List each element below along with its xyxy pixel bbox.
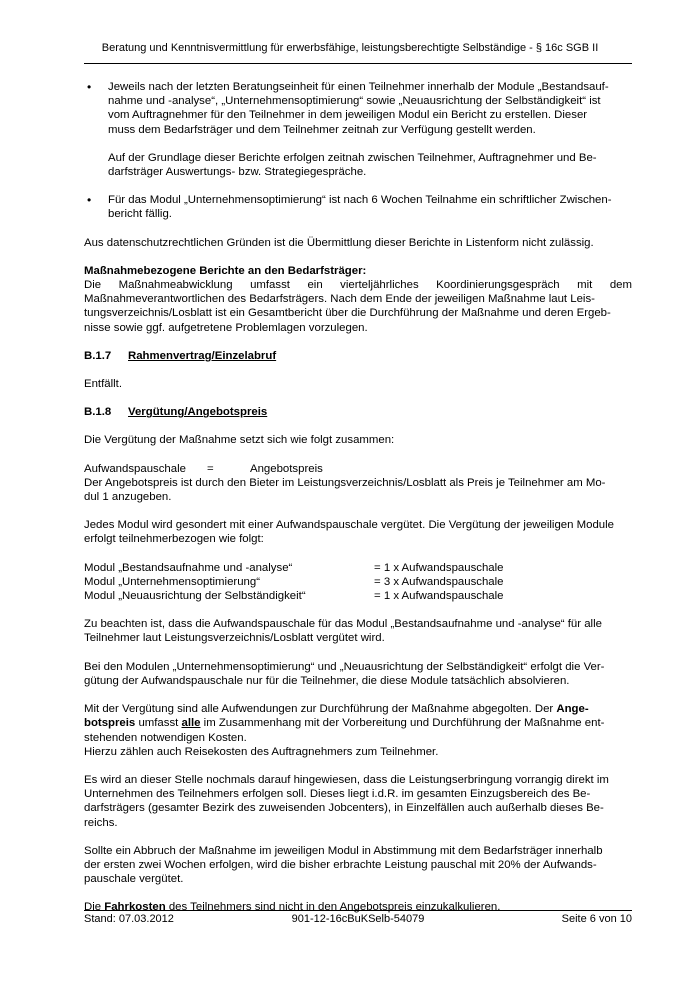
definition-value: Angebotspreis bbox=[250, 462, 323, 475]
text-line: tungsverzeichnis/Losblatt ist ein Gesamtbericht über die Durchführung der Maßnahme und deren Ergeb- bbox=[84, 307, 611, 320]
text-line: darfsträger Auswertungs- bzw. Strategiegespräche. bbox=[108, 166, 367, 179]
section-number: B.1.7 bbox=[84, 349, 112, 362]
text-line: erfolgt teilnehmerbezogen wie folgt: bbox=[84, 533, 264, 546]
beachten-paragraph bbox=[84, 617, 632, 645]
text-line: nahme und -analyse“, „Unternehmensoptimierung“ sowie „Neuausrichtung der Selbständigkeit“ ist bbox=[108, 95, 601, 108]
page-body bbox=[84, 80, 632, 915]
bullet-text bbox=[108, 80, 632, 137]
text-line: Der Angebotspreis ist durch den Bieter im Leistungsverzeichnis/Losblatt als Preis je Teilnehmer am Mo- bbox=[84, 476, 606, 489]
text-run-bold: Fahrkosten bbox=[104, 901, 166, 914]
text-line: Die Maßnahmeabwicklung umfasst ein vierteljährliches Koordinierungsgespräch mit dem bbox=[84, 279, 632, 292]
bullet-zwischenbericht bbox=[84, 193, 632, 221]
abgegolten-paragraph bbox=[84, 702, 632, 759]
abbruch-paragraph bbox=[84, 844, 632, 887]
text-run-bold: botspreis bbox=[84, 717, 136, 730]
module-value: = 1 x Aufwandspauschale bbox=[374, 561, 504, 574]
text-line: Unternehmen des Teilnehmers erfolgen soll. Dieses liegt i.d.R. im gesamten Einzugsbereich des Be- bbox=[84, 788, 591, 801]
text-line: Maßnahmeverantwortlichen des Bedarfsträgers. Nach dem Ende der jeweiligen Maßnahme laut Leis- bbox=[84, 293, 595, 306]
header-title: Beratung und Kenntnisvermittlung für erwerbsfähige, leistungsberechtigte Selbständige - § 16c SGB II bbox=[101, 42, 599, 54]
text-line: reichs. bbox=[84, 816, 118, 829]
module-value: = 1 x Aufwandspauschale bbox=[374, 590, 504, 603]
text-run-emphasis: alle bbox=[181, 717, 201, 730]
section-number: B.1.8 bbox=[84, 406, 112, 419]
definition-equals: = bbox=[207, 462, 214, 475]
text-line: Auf der Grundlage dieser Berichte erfolgen zeitnah zwischen Teilnehmer, Auftragnehmer und Be- bbox=[108, 151, 597, 164]
aufwandspauschale-definition bbox=[84, 462, 632, 505]
header-divider bbox=[84, 63, 632, 64]
text-line: muss dem Bedarfsträger und dem Teilnehmer zeitnah zur Verfügung gestellt werden. bbox=[108, 123, 536, 136]
text-line: nisse sowie ggf. aufgetretene Problemlagen vorzulegen. bbox=[84, 321, 368, 334]
module-row bbox=[84, 589, 632, 603]
module-list bbox=[84, 561, 632, 604]
page-header bbox=[0, 41, 700, 55]
datenschutz-paragraph: Aus datenschutzrechtlichen Gründen ist die Übermittlung dieser Berichte in Listenform nicht zulässig. bbox=[84, 236, 594, 249]
text-line: vom Auftragnehmer für den Teilnehmer in dem jeweiligen Modul ein Bericht zu erstellen. Dieser bbox=[108, 109, 588, 122]
text-line: dul 1 anzugeben. bbox=[84, 491, 172, 504]
text-run: Die bbox=[84, 901, 105, 914]
module-name: Modul „Bestandsaufnahme und -analyse“ bbox=[84, 561, 293, 574]
text-line: Bei den Modulen „Unternehmensoptimierung“ und „Neuausrichtung der Selbständigkeit“ erfolgt die Ver- bbox=[84, 660, 605, 673]
module-row bbox=[84, 561, 632, 575]
massnahme-paragraph bbox=[84, 278, 632, 335]
text-line: gütung der Aufwandspauschale nur für die Teilnehmer, die diese Module tatsächlich absolvieren. bbox=[84, 674, 570, 687]
text-line: Es wird an dieser Stelle nochmals darauf hingewiesen, dass die Leistungserbringung vorrangig direkt im bbox=[84, 773, 609, 786]
hinweis-paragraph bbox=[84, 773, 632, 830]
text-line: Jedes Modul wird gesondert mit einer Aufwandspauschale vergütet. Die Vergütung der jeweiligen Module bbox=[84, 519, 614, 532]
text-run: umfasst bbox=[135, 717, 182, 730]
text-line: Jeweils nach der letzten Beratungseinheit für einen Teilnehmer innerhalb der Module „Bestandsauf- bbox=[108, 81, 609, 93]
bullet-dot-icon: • bbox=[87, 193, 92, 208]
footer-divider bbox=[84, 910, 632, 911]
text-line: bericht fällig. bbox=[108, 208, 172, 221]
footer-page-number: Seite 6 von 10 bbox=[561, 913, 632, 925]
module-name: Modul „Neuausrichtung der Selbständigkeit“ bbox=[84, 590, 306, 603]
section-heading-b17 bbox=[84, 349, 632, 363]
text-run: im Zusammenhang mit der Vorbereitung und Durchführung der Maßnahme ent- bbox=[200, 717, 605, 730]
text-line: Hierzu zählen auch Reisekosten des Auftragnehmers zum Teilnehmer. bbox=[84, 745, 439, 758]
text-line: Sollte ein Abbruch der Maßnahme im jeweiligen Modul in Abstimmung mit dem Bedarfsträger innerhalb bbox=[84, 844, 603, 857]
bullet-continuation bbox=[84, 151, 632, 179]
text-run: des Teilnehmers sind nicht in den Angebotspreis einzukalkulieren. bbox=[165, 901, 501, 914]
definition-row bbox=[84, 462, 632, 476]
text-line: darfsträgers (gesamter Bezirk des zuweisenden Jobcenters), in Einzelfällen auch außerhalb dieses Be- bbox=[84, 802, 604, 815]
text-line: Teilnehmer laut Leistungsverzeichnis/Losblatt vergütet wird. bbox=[84, 632, 385, 645]
definition-label: Aufwandspauschale bbox=[84, 462, 186, 475]
section-title: Rahmenvertrag/Einzelabruf bbox=[128, 349, 277, 362]
bullet-berichte bbox=[84, 80, 632, 137]
verguetung-intro: Die Vergütung der Maßnahme setzt sich wie folgt zusammen: bbox=[84, 434, 395, 447]
text-line: Zu beachten ist, dass die Aufwandspauschale für das Modul „Bestandsaufnahme und -analyse“ für alle bbox=[84, 618, 602, 631]
text-run: Mit der Vergütung sind alle Aufwendungen zur Durchführung der Maßnahme abgegolten. Der bbox=[84, 703, 557, 716]
footer-date: Stand: 07.03.2012 bbox=[84, 913, 174, 925]
text-line: pauschale vergütet. bbox=[84, 873, 184, 886]
bullet-dot-icon: • bbox=[87, 80, 92, 94]
bullet-text bbox=[108, 193, 632, 221]
module-name: Modul „Unternehmensoptimierung“ bbox=[84, 575, 261, 588]
b17-text: Entfällt. bbox=[84, 378, 122, 391]
module-verguetung-paragraph bbox=[84, 660, 632, 688]
footer-document-id: 901-12-16cBuKSelb-54079 bbox=[291, 913, 425, 925]
text-line: stehenden notwendigen Kosten. bbox=[84, 731, 247, 744]
module-row bbox=[84, 575, 632, 589]
section-heading-b18 bbox=[84, 405, 632, 419]
text-run-bold: Ange- bbox=[556, 703, 589, 716]
module-value: = 3 x Aufwandspauschale bbox=[374, 575, 504, 588]
massnahme-subheading: Maßnahmebezogene Berichte an den Bedarfsträger: bbox=[84, 264, 367, 277]
section-title: Vergütung/Angebotspreis bbox=[128, 406, 268, 419]
text-line: Für das Modul „Unternehmensoptimierung“ ist nach 6 Wochen Teilnahme ein schriftlicher Zwischen- bbox=[108, 194, 612, 207]
modul-paragraph bbox=[84, 518, 632, 546]
bieter-paragraph bbox=[84, 476, 632, 504]
text-line: der ersten zwei Wochen erfolgen, wird die bisher erbrachte Leistung pauschal mit 20% der Aufwands- bbox=[84, 858, 597, 871]
